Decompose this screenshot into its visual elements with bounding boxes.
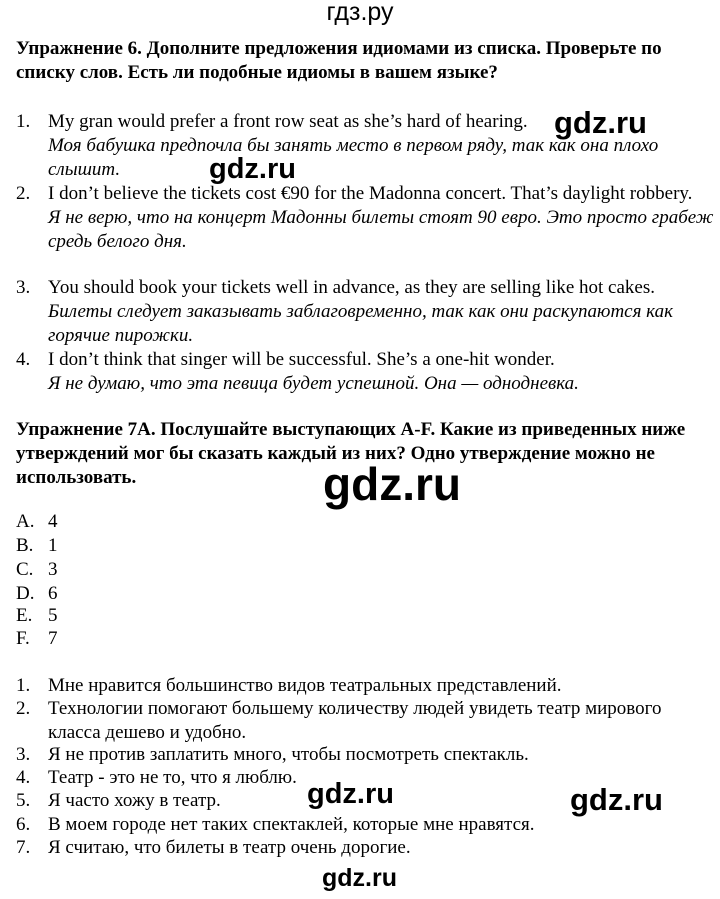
watermark: gdz.ru [209, 153, 296, 185]
item-number: 4. [16, 349, 31, 370]
site-title: гдз.ру [326, 0, 394, 26]
answer-value: 5 [48, 605, 58, 626]
item-number: 2. [16, 183, 31, 204]
statement-text: Я считаю, что билеты в театр очень дорогие. [48, 837, 411, 858]
exercise-7a-heading: Упражнение 7A. Послушайте выступающих A-F. Какие из приведенных ниже утверждений мог бы сказать каждый из них? Одно утверждение можно не использовать. [16, 419, 686, 488]
statement-item [16, 743, 716, 767]
item-number: 1. [16, 111, 31, 132]
statement-number: 6. [16, 814, 31, 835]
answer-letter: C. [16, 559, 34, 580]
item-english: I don’t believe the tickets cost €90 for the Madonna concert. That’s daylight robbery. [48, 183, 693, 204]
item-translation: Я не думаю, что эта певица будет успешной. Она — однодневка. [48, 373, 579, 394]
answer-letter: B. [16, 535, 34, 556]
answer-letter: D. [16, 583, 35, 604]
answer-value: 3 [48, 559, 58, 580]
answer-row [16, 510, 716, 534]
answer-row [16, 534, 716, 558]
statement-item [16, 674, 716, 698]
answer-value: 1 [48, 535, 58, 556]
answer-value: 6 [48, 583, 58, 604]
statement-number: 1. [16, 675, 31, 696]
statement-text: Технологии помогают большему количеству людей увидеть театр мирового класса дешево и удобно. [48, 698, 662, 743]
watermark: gdz.ru [570, 782, 663, 817]
item-english: My gran would prefer a front row seat as she’s hard of hearing. [48, 111, 528, 132]
statement-text: Я не против заплатить много, чтобы посмотреть спектакль. [48, 744, 529, 765]
exercise-6-heading: Упражнение 6. Дополните предложения идиомами из списка. Проверьте по списку слов. Есть ли подобные идиомы в вашем языке? [16, 38, 662, 83]
item-translation: Я не верю, что на концерт Мадонны билеты стоят 90 евро. Это просто грабеж средь белого дня. [48, 207, 714, 252]
statement-number: 2. [16, 698, 31, 719]
watermark: gdz.ru [554, 105, 647, 140]
statement-text: Мне нравится большинство видов театральных представлений. [48, 675, 562, 696]
answer-value: 7 [48, 628, 58, 649]
statement-text: Я часто хожу в театр. [48, 790, 221, 811]
answer-row [16, 604, 716, 628]
exercise-6-item [16, 182, 716, 254]
item-translation: Моя бабушка предпочла бы занять место в первом ряду, так как она плохо слышит. [48, 135, 659, 180]
statement-item [16, 836, 716, 860]
answer-letter: F. [16, 628, 30, 649]
answer-row [16, 558, 716, 582]
item-number: 3. [16, 277, 31, 298]
exercise-6-item [16, 348, 716, 396]
statement-item [16, 697, 716, 745]
item-english: You should book your tickets well in advance, as they are selling like hot cakes. [48, 277, 655, 298]
answer-letter: E. [16, 605, 33, 626]
answer-value: 4 [48, 511, 58, 532]
item-translation: Билеты следует заказывать заблаговременно, так как они раскупаются как горячие пирожки. [48, 301, 673, 346]
watermark: gdz.ru [322, 864, 397, 892]
statement-text: В моем городе нет таких спектаклей, которые мне нравятся. [48, 814, 535, 835]
statement-text: Театр - это не то, что я люблю. [48, 767, 297, 788]
watermark: gdz.ru [307, 778, 394, 810]
watermark: gdz.ru [323, 458, 461, 510]
statement-number: 4. [16, 767, 31, 788]
statement-number: 7. [16, 837, 31, 858]
answer-row [16, 582, 716, 606]
item-english: I don’t think that singer will be successful. She’s a one-hit wonder. [48, 349, 555, 370]
exercise-6-item [16, 276, 716, 348]
answer-row [16, 627, 716, 651]
statement-number: 3. [16, 744, 31, 765]
statement-number: 5. [16, 790, 31, 811]
answer-letter: A. [16, 511, 35, 532]
